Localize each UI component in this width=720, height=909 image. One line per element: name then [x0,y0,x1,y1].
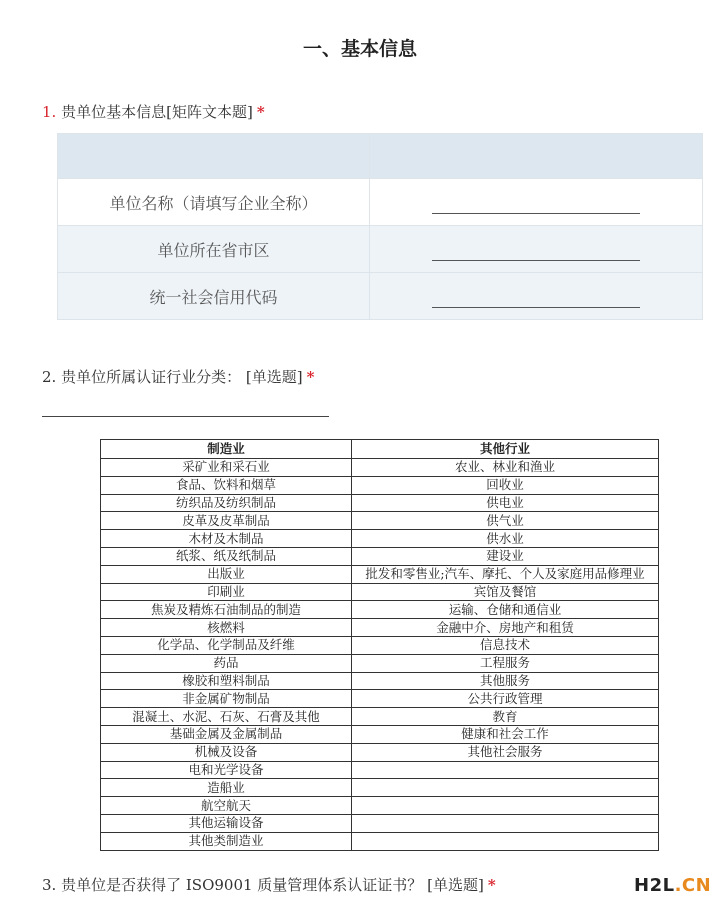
company-name-input[interactable] [370,179,703,226]
question-number: 3. [42,876,57,894]
question-text: 贵单位基本信息[矩阵文本题] [61,103,253,121]
manufacturing-cell: 机械及设备 [101,743,352,761]
manufacturing-cell: 电和光学设备 [101,761,352,779]
question-number: 2. [42,368,57,386]
industry-row [101,583,659,601]
industry-row [101,619,659,637]
other-industry-cell [352,797,659,815]
matrix-row-label: 统一社会信用代码 [58,273,370,320]
other-industry-cell: 建设业 [352,547,659,565]
matrix-row [58,273,703,320]
manufacturing-cell: 非金属矿物制品 [101,690,352,708]
question-number: 1. [42,103,57,121]
other-industry-cell: 其他社会服务 [352,743,659,761]
fill-line [432,260,640,261]
industry-row [101,459,659,477]
question-text: 贵单位是否获得了 ISO9001 质量管理体系认证证书？ [61,876,423,894]
industry-row [101,690,659,708]
matrix-row [58,179,703,226]
other-industry-cell: 健康和社会工作 [352,725,659,743]
question-text: 贵单位所属认证行业分类： [61,368,242,386]
industry-row [101,636,659,654]
question-3 [42,874,496,895]
industry-row [101,494,659,512]
other-industry-cell: 信息技术 [352,636,659,654]
matrix-row [58,226,703,273]
site-watermark-logo [634,875,711,896]
manufacturing-cell: 出版业 [101,565,352,583]
manufacturing-cell: 纸浆、纸及纸制品 [101,547,352,565]
watermark-part1: H2L [634,875,675,896]
manufacturing-cell: 采矿业和采石业 [101,459,352,477]
matrix-header-cell [58,134,370,179]
manufacturing-cell: 纺织品及纺织制品 [101,494,352,512]
column-header-other: 其他行业 [352,440,659,459]
manufacturing-cell: 混凝土、水泥、石灰、石膏及其他 [101,708,352,726]
other-industry-cell [352,779,659,797]
other-industry-cell: 供水业 [352,530,659,548]
other-industry-cell: 金融中介、房地产和租赁 [352,619,659,637]
industry-row [101,708,659,726]
other-industry-cell [352,832,659,850]
other-industry-cell [352,761,659,779]
manufacturing-cell: 焦炭及精炼石油制品的制造 [101,601,352,619]
other-industry-cell: 运输、仓储和通信业 [352,601,659,619]
industry-row [101,743,659,761]
manufacturing-cell: 航空航天 [101,797,352,815]
other-industry-cell: 供气业 [352,512,659,530]
industry-row [101,797,659,815]
other-industry-cell: 其他服务 [352,672,659,690]
fill-line [432,307,640,308]
industry-row [101,547,659,565]
column-header-manufacturing: 制造业 [101,440,352,459]
other-industry-cell: 宾馆及餐馆 [352,583,659,601]
industry-row [101,672,659,690]
manufacturing-cell: 橡胶和塑料制品 [101,672,352,690]
question-type-tag: [单选题] [245,368,303,386]
other-industry-cell: 批发和零售业;汽车、摩托、个人及家庭用品修理业 [352,565,659,583]
industry-table [100,439,659,851]
section-title: 一、基本信息 [302,38,417,60]
matrix-row-label: 单位所在省市区 [58,226,370,273]
other-industry-cell: 农业、林业和渔业 [352,459,659,477]
industry-header-row [101,440,659,459]
manufacturing-cell: 食品、饮料和烟草 [101,476,352,494]
question-type-tag: [单选题] [427,876,484,894]
industry-row [101,725,659,743]
industry-row [101,476,659,494]
watermark-part2: .CN [674,875,712,896]
question-2 [42,366,314,387]
industry-row [101,761,659,779]
required-mark: * [256,103,265,121]
matrix-row-label: 单位名称（请填写企业全称） [58,179,370,226]
manufacturing-cell: 其他运输设备 [101,814,352,832]
manufacturing-cell: 核燃料 [101,619,352,637]
matrix-header-row [58,134,703,179]
manufacturing-cell: 其他类制造业 [101,832,352,850]
manufacturing-cell: 基础金属及金属制品 [101,725,352,743]
required-mark: * [487,876,496,894]
question-1 [42,101,265,122]
industry-row [101,530,659,548]
other-industry-cell: 供电业 [352,494,659,512]
credit-code-input[interactable] [370,273,703,320]
location-input[interactable] [370,226,703,273]
other-industry-cell: 回收业 [352,476,659,494]
fill-line [432,213,640,214]
industry-row [101,565,659,583]
industry-row [101,512,659,530]
other-industry-cell: 工程服务 [352,654,659,672]
industry-row [101,601,659,619]
industry-row [101,814,659,832]
manufacturing-cell: 化学品、化学制品及纤维 [101,636,352,654]
other-industry-cell [352,814,659,832]
answer-input-line[interactable] [42,416,329,417]
matrix-text-table [57,133,703,320]
manufacturing-cell: 皮革及皮革制品 [101,512,352,530]
manufacturing-cell: 药品 [101,654,352,672]
manufacturing-cell: 木材及木制品 [101,530,352,548]
industry-row [101,832,659,850]
other-industry-cell: 教育 [352,708,659,726]
industry-row [101,654,659,672]
industry-row [101,779,659,797]
manufacturing-cell: 造船业 [101,779,352,797]
other-industry-cell: 公共行政管理 [352,690,659,708]
matrix-header-cell [370,134,703,179]
manufacturing-cell: 印刷业 [101,583,352,601]
required-mark: * [306,368,315,386]
